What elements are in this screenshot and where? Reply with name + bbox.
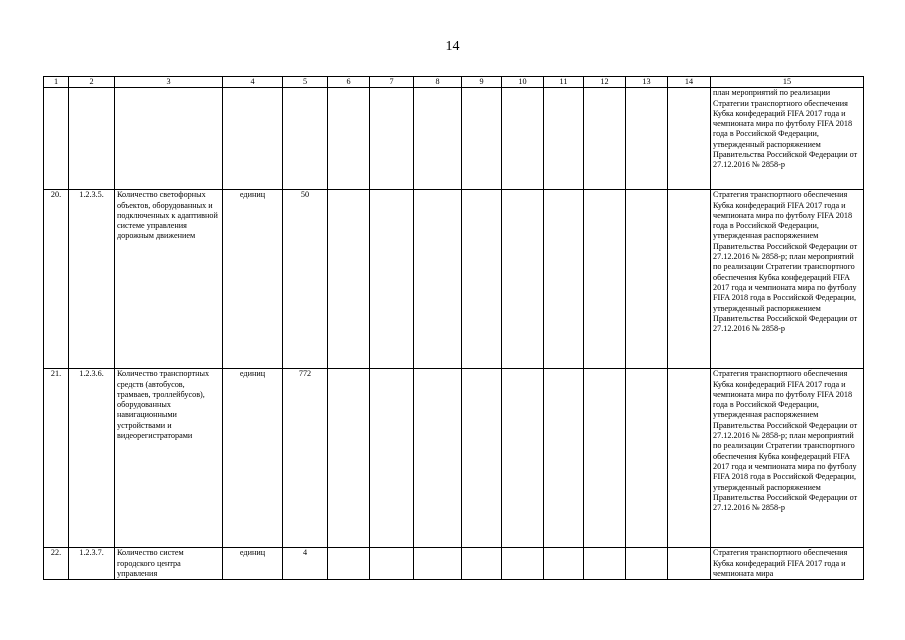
row-unit: единиц — [223, 548, 283, 580]
table-row — [44, 548, 864, 580]
row-code — [69, 88, 115, 190]
column-header: 9 — [462, 77, 502, 88]
empty-cell — [414, 190, 462, 369]
empty-cell — [502, 548, 544, 580]
table-row — [44, 190, 864, 369]
row-basis: Стратегия транспортного обеспечения Кубка конфедераций FIFA 2017 года и чемпионата мира по футболу FIFA 2018 года в Российской Федерации, утвержденная распоряжением Правительства Российской Федерации от 27.12.2016 № 2858-р; план мероприятий по реализации Стратегии транспортного обеспечения Кубка конфедераций FIFA 2017 года и чемпионата мира по футболу FIFA 2018 года в Российской Федерации, утвержденный распоряжением Правительства Российской Федерации от 27.12.2016 № 2858-р — [711, 369, 864, 548]
column-header: 4 — [223, 77, 283, 88]
empty-cell — [668, 190, 711, 369]
row-number: 21. — [44, 369, 69, 548]
row-basis: Стратегия транспортного обеспечения Кубка конфедераций FIFA 2017 года и чемпионата мира — [711, 548, 864, 580]
empty-cell — [328, 369, 370, 548]
empty-cell — [328, 548, 370, 580]
row-name: Количество транспортных средств (автобусов, трамваев, троллейбусов), оборудованных навигационными устройствами и видеорегистраторами — [115, 369, 223, 548]
empty-cell — [584, 88, 626, 190]
empty-cell — [414, 88, 462, 190]
empty-cell — [370, 369, 414, 548]
row-code: 1.2.3.7. — [69, 548, 115, 580]
empty-cell — [544, 190, 584, 369]
row-number: 20. — [44, 190, 69, 369]
row-unit: единиц — [223, 369, 283, 548]
empty-cell — [462, 369, 502, 548]
row-value: 772 — [283, 369, 328, 548]
column-header: 3 — [115, 77, 223, 88]
column-header: 1 — [44, 77, 69, 88]
header-row — [44, 77, 864, 88]
column-header: 10 — [502, 77, 544, 88]
column-header: 7 — [370, 77, 414, 88]
column-header: 12 — [584, 77, 626, 88]
empty-cell — [668, 88, 711, 190]
column-header: 14 — [668, 77, 711, 88]
column-header: 8 — [414, 77, 462, 88]
empty-cell — [462, 548, 502, 580]
empty-cell — [668, 548, 711, 580]
empty-cell — [626, 88, 668, 190]
empty-cell — [328, 88, 370, 190]
empty-cell — [502, 369, 544, 548]
page-number: 14 — [445, 39, 460, 54]
row-unit — [223, 88, 283, 190]
empty-cell — [328, 190, 370, 369]
row-code: 1.2.3.5. — [69, 190, 115, 369]
row-basis: Стратегия транспортного обеспечения Кубка конфедераций FIFA 2017 года и чемпионата мира по футболу FIFA 2018 года в Российской Федерации, утвержденная распоряжением Правительства Российской Федерации от 27.12.2016 № 2858-р; план мероприятий по реализации Стратегии транспортного обеспечения Кубка конфедераций FIFA 2017 года и чемпионата мира по футболу FIFA 2018 года в Российской Федерации, утвержденный распоряжением Правительства Российской Федерации от 27.12.2016 № 2858-р — [711, 190, 864, 369]
row-value — [283, 88, 328, 190]
empty-cell — [584, 548, 626, 580]
column-header: 2 — [69, 77, 115, 88]
empty-cell — [414, 548, 462, 580]
empty-cell — [584, 190, 626, 369]
empty-cell — [626, 369, 668, 548]
empty-cell — [544, 548, 584, 580]
empty-cell — [462, 190, 502, 369]
empty-cell — [584, 369, 626, 548]
indicators-table — [43, 76, 864, 580]
empty-cell — [370, 548, 414, 580]
row-number: 22. — [44, 548, 69, 580]
row-value: 4 — [283, 548, 328, 580]
empty-cell — [668, 369, 711, 548]
column-header: 5 — [283, 77, 328, 88]
column-header: 15 — [711, 77, 864, 88]
empty-cell — [414, 369, 462, 548]
table-row — [44, 88, 864, 190]
column-header: 13 — [626, 77, 668, 88]
row-name — [115, 88, 223, 190]
row-value: 50 — [283, 190, 328, 369]
empty-cell — [626, 190, 668, 369]
row-number — [44, 88, 69, 190]
empty-cell — [502, 190, 544, 369]
empty-cell — [544, 369, 584, 548]
empty-cell — [544, 88, 584, 190]
table-row — [44, 369, 864, 548]
empty-cell — [370, 190, 414, 369]
empty-cell — [462, 88, 502, 190]
row-name: Количество систем городского центра управления — [115, 548, 223, 580]
row-name: Количество светофорных объектов, оборудованных и подключенных к адаптивной системе управления дорожным движением — [115, 190, 223, 369]
empty-cell — [502, 88, 544, 190]
empty-cell — [370, 88, 414, 190]
column-header: 6 — [328, 77, 370, 88]
empty-cell — [626, 548, 668, 580]
column-header: 11 — [544, 77, 584, 88]
row-basis: план мероприятий по реализации Стратегии транспортного обеспечения Кубка конфедераций FIFA 2017 года и чемпионата мира по футболу FIFA 2018 года в Российской Федерации, утвержденный распоряжением Правительства Российской Федерации от 27.12.2016 № 2858-р — [711, 88, 864, 190]
row-code: 1.2.3.6. — [69, 369, 115, 548]
row-unit: единиц — [223, 190, 283, 369]
